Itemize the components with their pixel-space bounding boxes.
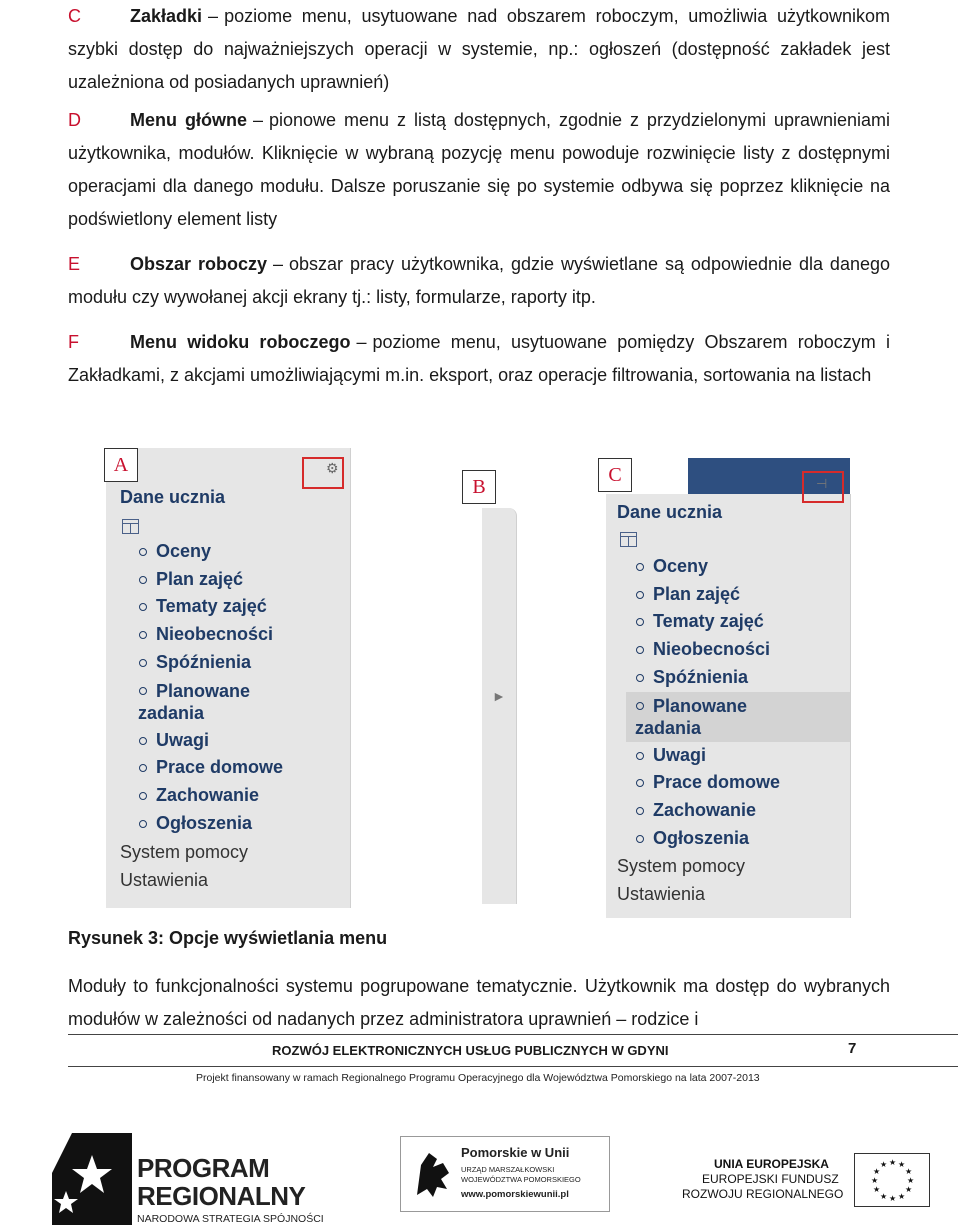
- program-line2: REGIONALNY: [137, 1181, 306, 1211]
- paragraph-term: Menu główne: [130, 110, 247, 130]
- menu-item-planowane-zadania[interactable]: [129, 677, 344, 727]
- program-line3: NARODOWA STRATEGIA SPÓJNOŚCI: [137, 1213, 324, 1225]
- paragraph-f: [68, 326, 890, 392]
- bullet-icon: [139, 764, 147, 772]
- calendar-icon[interactable]: [620, 532, 637, 547]
- bullet-icon: [636, 591, 644, 599]
- dash: –: [273, 254, 284, 274]
- menu-item-label-line2: zadania: [635, 717, 702, 738]
- bullet-icon: [139, 792, 147, 800]
- menu-item-zachowanie[interactable]: [129, 782, 344, 810]
- menu-title[interactable]: Dane ucznia: [120, 487, 226, 507]
- bullet-icon: [139, 659, 147, 667]
- bullet-icon: [139, 687, 147, 695]
- menu-item-label: Prace domowe: [156, 757, 284, 778]
- menu-item-prace-domowe[interactable]: [129, 754, 344, 782]
- menu-item-label: Ogłoszenia: [156, 812, 253, 833]
- menu-item-label: Oceny: [653, 556, 709, 576]
- bullet-icon: [139, 548, 147, 556]
- bullet-icon: [139, 576, 147, 584]
- menu-item-label: Nieobecności: [653, 639, 771, 660]
- footer-title: ROZWÓJ ELEKTRONICZNYCH USŁUG PUBLICZNYCH W GDYNI: [272, 1043, 669, 1058]
- paragraph-letter: E: [68, 254, 81, 274]
- dash: –: [356, 332, 367, 352]
- menu-item-spoznienia[interactable]: [129, 649, 344, 677]
- paragraph-term: Obszar roboczy: [130, 254, 267, 274]
- svg-text:★: ★: [873, 1167, 881, 1176]
- menu-item-nieobecnosci[interactable]: [626, 636, 850, 664]
- menu-item-label: Uwagi: [156, 729, 210, 750]
- menu-item-oceny[interactable]: [626, 553, 850, 581]
- eu-line2: EUROPEJSKI FUNDUSZ: [702, 1172, 839, 1186]
- bullet-icon: [636, 752, 644, 760]
- menu-item-uwagi[interactable]: [129, 727, 344, 755]
- svg-text:★: ★: [880, 1192, 888, 1201]
- menu-item-zachowanie[interactable]: [626, 797, 850, 825]
- menu-item-tematy-zajec[interactable]: [129, 593, 344, 621]
- paragraph-term: Menu widoku roboczego: [130, 332, 351, 352]
- paragraph-e: [68, 248, 890, 314]
- eu-flag-icon: [854, 1153, 930, 1207]
- eu-line1: UNIA EUROPEJSKA: [714, 1157, 829, 1171]
- panel-label-c: C: [598, 458, 632, 492]
- menu-item-label: Plan zajęć: [156, 568, 244, 589]
- menu-item-label: Zachowanie: [156, 784, 260, 805]
- menu-item-plan-zajec[interactable]: [626, 581, 850, 609]
- menu-item-ogloszenia[interactable]: [129, 810, 344, 838]
- menu-list: [129, 538, 344, 837]
- menu-item-label: Tematy zajęć: [156, 596, 267, 617]
- panel-label-a: A: [104, 448, 138, 482]
- gear-icon[interactable]: ⚙: [326, 460, 339, 476]
- footer-divider-bottom: [68, 1066, 958, 1067]
- paragraph-d: [68, 104, 890, 236]
- paragraph-text: poziome menu, usytuowane pomiędzy Obszarem roboczym i Zakładkami, z akcjami umożliwiającymi m.in. eksport, oraz operacje filtrowania, sortowania na listach: [68, 332, 891, 385]
- menu-item-tematy-zajec[interactable]: [626, 608, 850, 636]
- panel-label-b: B: [462, 470, 496, 504]
- svg-text:★: ★: [898, 1160, 906, 1169]
- dash: –: [252, 110, 263, 130]
- menu-item-oceny[interactable]: [129, 538, 344, 566]
- menu-item-ogloszenia[interactable]: [626, 825, 850, 853]
- bullet-icon: [636, 618, 644, 626]
- svg-text:★: ★: [873, 1185, 881, 1194]
- paragraph-letter: C: [68, 6, 81, 26]
- panel-b-collapsed-menu: [482, 508, 517, 904]
- menu-item-system-pomocy[interactable]: System pomocy: [617, 856, 746, 876]
- svg-text:★: ★: [905, 1185, 913, 1194]
- paragraph-text: pionowe menu z listą dostępnych, zgodnie z przydzielonymi uprawnieniami użytkownika, modułów. Kliknięcie w wybraną pozycję menu powoduje rozwinięcie listy z dostępnymi operacjami dla danego modułu. Dalsze poruszanie się po systemie odbywa się poprzez kliknięcie na podświetlony element listy: [68, 110, 890, 229]
- bullet-icon: [636, 563, 644, 571]
- svg-text:★: ★: [889, 1194, 897, 1203]
- paragraph-text: obszar pracy użytkownika, gdzie wyświetlane są odpowiednie dla danego modułu czy wywołanej akcji ekrany tj.: listy, formularze, raporty itp.: [68, 254, 890, 307]
- paragraph-c: [68, 0, 890, 99]
- menu-item-ustawienia[interactable]: Ustawienia: [120, 870, 209, 890]
- menu-item-label: Oceny: [156, 541, 212, 561]
- menu-item-label: Prace domowe: [653, 772, 781, 793]
- calendar-icon[interactable]: [122, 519, 139, 534]
- figure-caption: Rysunek 3: Opcje wyświetlania menu: [68, 928, 388, 948]
- bullet-icon: [636, 779, 644, 787]
- bullet-icon: [636, 646, 644, 654]
- menu-item-planowane-zadania[interactable]: [626, 692, 850, 742]
- footer-divider-top: [68, 1034, 958, 1035]
- project-note: Projekt finansowany w ramach Regionalnego Programu Operacyjnego dla Województwa Pomorskiego na lata 2007-2013: [196, 1072, 760, 1084]
- program-regionalny-logo: [52, 1133, 324, 1230]
- paragraph-letter: D: [68, 110, 81, 130]
- menu-item-label: Tematy zajęć: [653, 611, 764, 632]
- menu-item-spoznienia[interactable]: [626, 664, 850, 692]
- program-line1: PROGRAM: [137, 1153, 270, 1183]
- paragraph-letter: F: [68, 332, 79, 352]
- eu-line3: ROZWOJU REGIONALNEGO: [682, 1187, 844, 1201]
- bullet-icon: [636, 674, 644, 682]
- bullet-icon: [636, 835, 644, 843]
- menu-item-label-line2: zadania: [138, 702, 205, 723]
- menu-item-label: Ogłoszenia: [653, 827, 750, 848]
- griffin-emblem-icon: [407, 1145, 457, 1205]
- bullet-icon: [139, 737, 147, 745]
- svg-text:★: ★: [889, 1158, 897, 1167]
- menu-item-label: Planowane: [156, 680, 251, 701]
- svg-text:★: ★: [898, 1192, 906, 1201]
- pomorskie-line3: WOJEWÓDZTWA POMORSKIEGO: [461, 1175, 581, 1184]
- expand-arrow-icon[interactable]: ►: [492, 688, 506, 704]
- pomorskie-line1: Pomorskie w Unii: [461, 1145, 570, 1160]
- program-regionalny-emblem-icon: [52, 1133, 132, 1225]
- menu-item-plan-zajec[interactable]: [129, 566, 344, 594]
- pin-icon[interactable]: ⊣: [816, 476, 828, 491]
- menu-item-nieobecnosci[interactable]: [129, 621, 344, 649]
- pomorskie-line2: URZĄD MARSZAŁKOWSKI: [461, 1165, 555, 1174]
- panel-a-expanded-menu: [106, 448, 351, 908]
- menu-list: [626, 553, 850, 852]
- menu-title[interactable]: Dane ucznia: [617, 502, 723, 522]
- menu-item-label: Uwagi: [653, 744, 707, 765]
- paragraph-term: Zakładki: [130, 6, 203, 26]
- body-paragraph: Moduły to funkcjonalności systemu pogrupowane tematycznie. Użytkownik ma dostęp do wybranych modułów w zależności od nadanych przez administratora uprawnień – rodzice i: [68, 976, 890, 1029]
- menu-item-label: Zachowanie: [653, 799, 757, 820]
- svg-text:★: ★: [880, 1160, 888, 1169]
- menu-item-label: Spóźnienia: [653, 666, 749, 687]
- dash: –: [208, 6, 219, 26]
- menu-item-label: Plan zajęć: [653, 583, 741, 604]
- bullet-icon: [139, 820, 147, 828]
- bullet-icon: [139, 631, 147, 639]
- menu-item-system-pomocy[interactable]: System pomocy: [120, 842, 249, 862]
- menu-item-ustawienia[interactable]: Ustawienia: [617, 884, 706, 904]
- panel-c-pinned-menu: [606, 476, 851, 918]
- bullet-icon: [636, 807, 644, 815]
- paragraph-text: poziome menu, usytuowane nad obszarem roboczym, umożliwia użytkownikom szybki dostęp do najważniejszych operacji w systemie, np.: ogłoszeń (dostępność zakładek jest uzależniona od posiadanych uprawnień): [68, 6, 890, 92]
- pomorskie-url: www.pomorskiewunii.pl: [461, 1189, 569, 1200]
- menu-item-uwagi[interactable]: [626, 742, 850, 770]
- page-number: 7: [848, 1040, 857, 1057]
- menu-item-label: Planowane: [653, 695, 748, 716]
- menu-item-prace-domowe[interactable]: [626, 769, 850, 797]
- bullet-icon: [139, 603, 147, 611]
- bullet-icon: [636, 702, 644, 710]
- svg-text:★: ★: [871, 1176, 879, 1185]
- svg-text:★: ★: [905, 1167, 913, 1176]
- menu-item-label: Spóźnienia: [156, 651, 252, 672]
- menu-item-label: Nieobecności: [156, 624, 274, 645]
- svg-text:★: ★: [907, 1176, 915, 1185]
- pomorskie-logo: [400, 1136, 610, 1212]
